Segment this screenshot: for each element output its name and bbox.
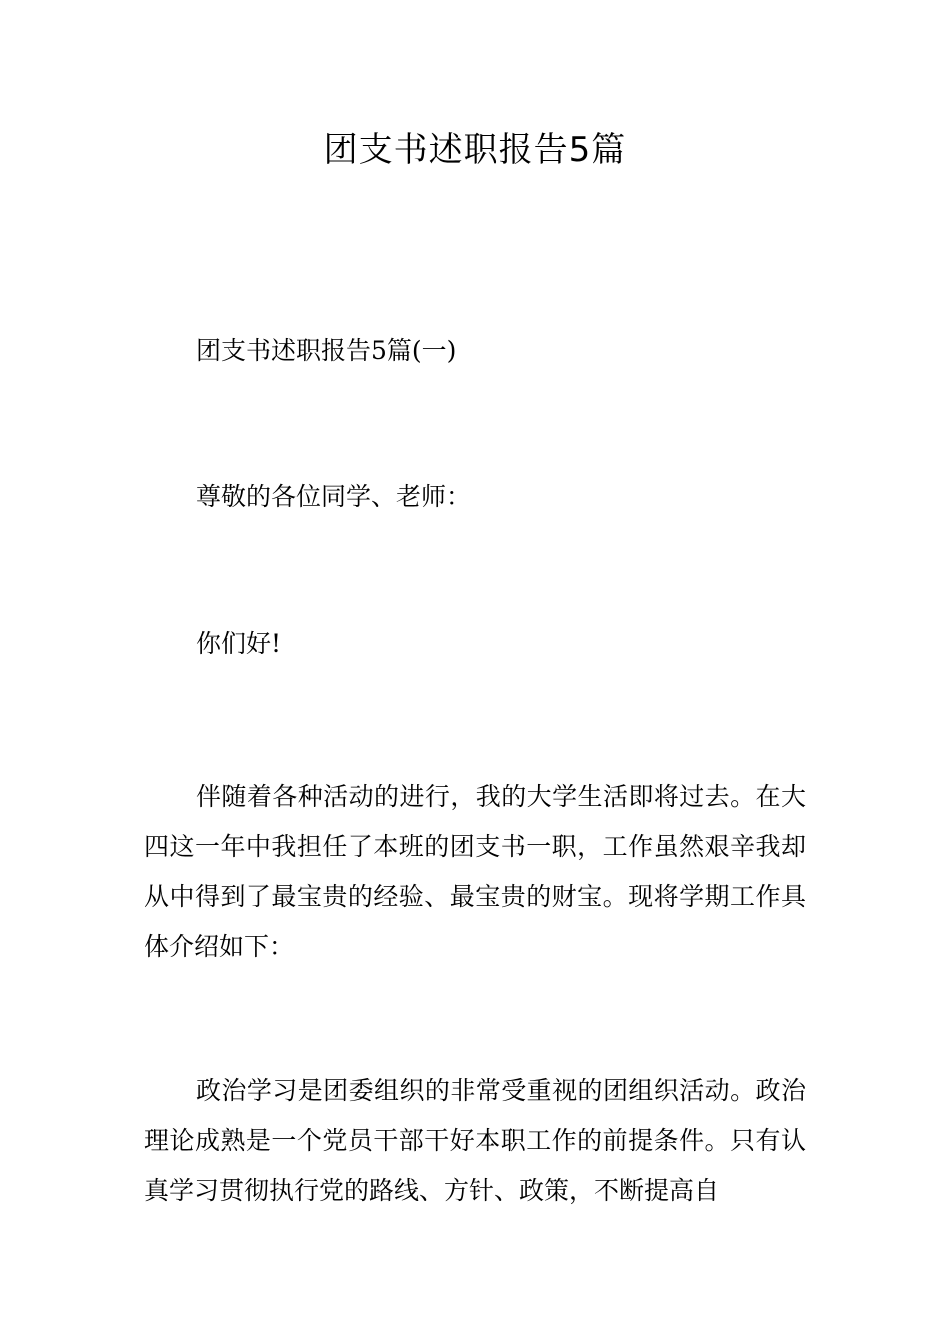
body-paragraph: 政治学习是团委组织的非常受重视的团组织活动。政治理论成熟是一个党员干部干好本职工作的前提条件。只有认真学习贯彻执行党的路线、方针、政策，不断提高自	[144, 1076, 806, 1205]
body-paragraph: 伴随着各种活动的进行，我的大学生活即将过去。在大四这一年中我担任了本班的团支书一职，工作虽然艰辛我却从中得到了最宝贵的经验、最宝贵的财宝。现将学期工作具体介绍如下：	[144, 782, 806, 961]
greeting: 你们好!	[196, 629, 282, 658]
salutation: 尊敬的各位同学、老师：	[196, 482, 472, 511]
document-title: 团支书述职报告5篇	[323, 130, 627, 170]
section-heading: 团支书述职报告5篇(一)	[196, 336, 457, 365]
